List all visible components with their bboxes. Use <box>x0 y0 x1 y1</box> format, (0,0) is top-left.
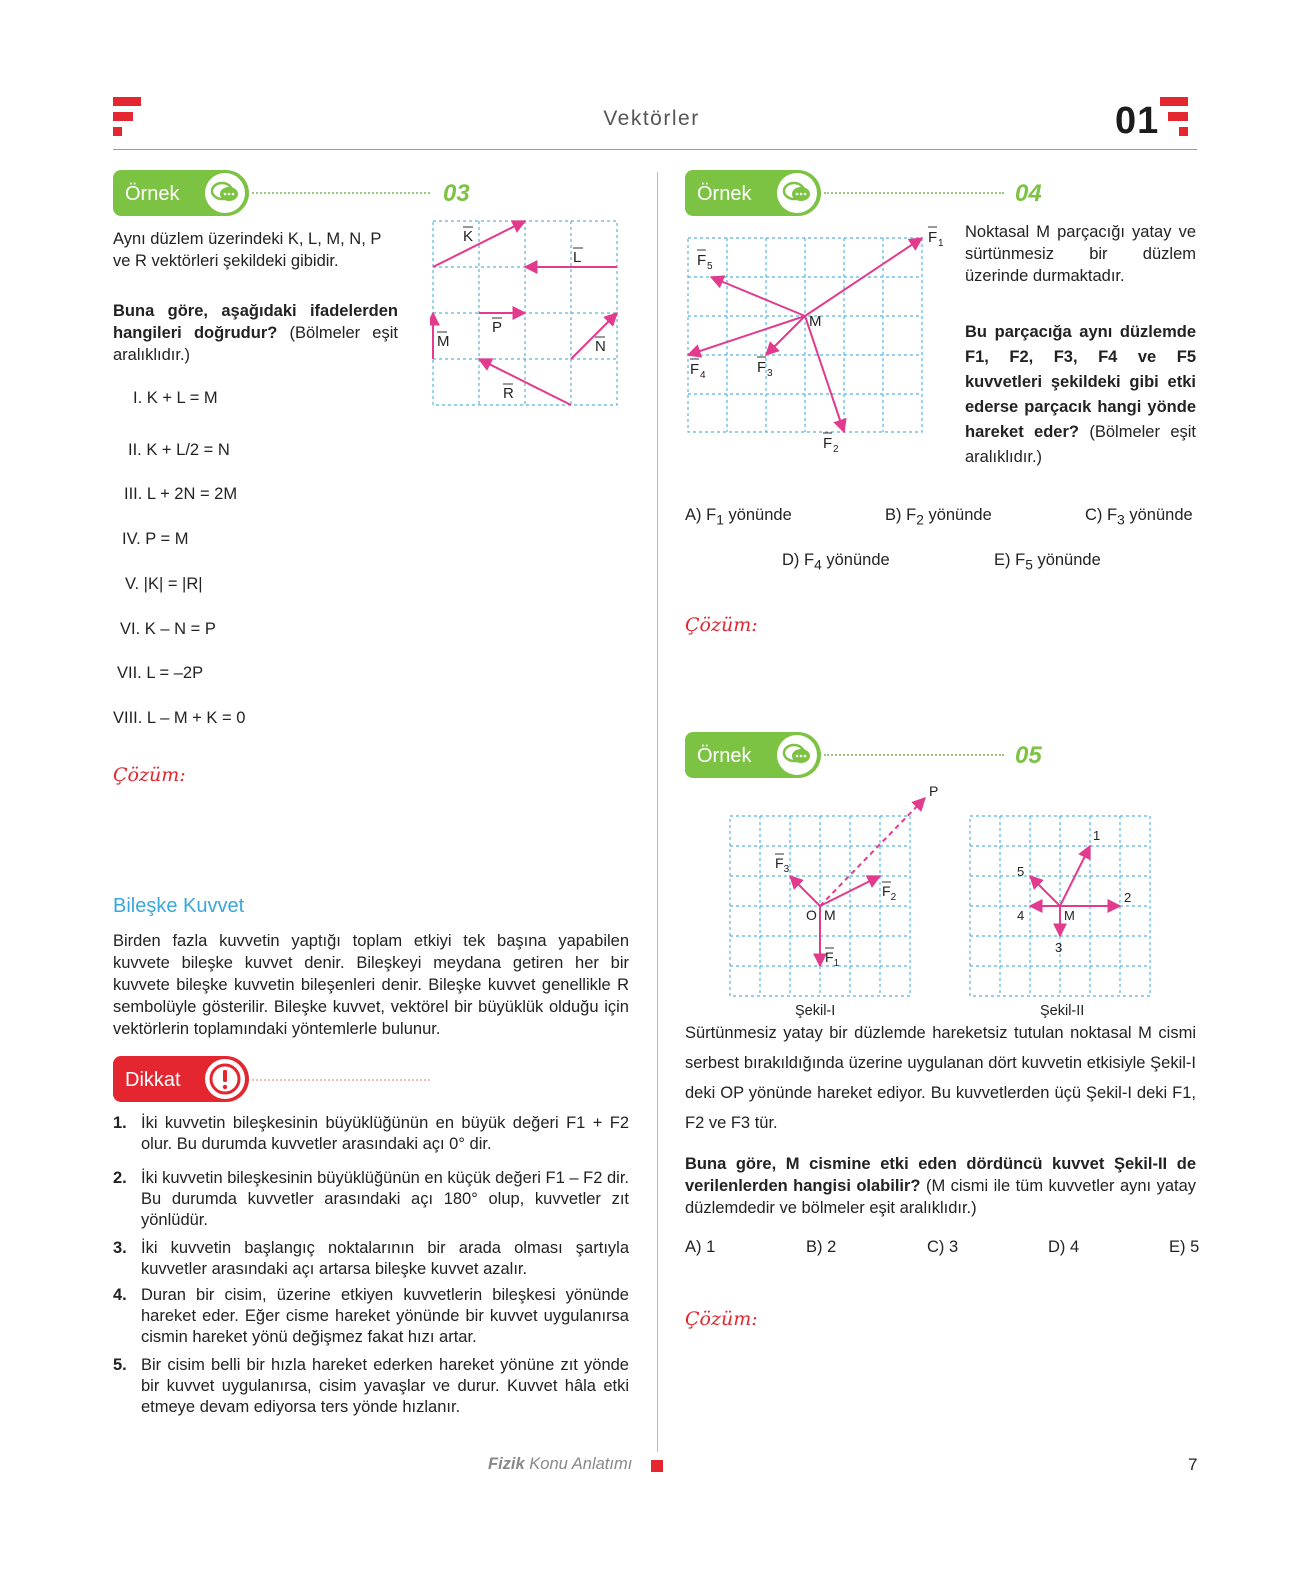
vector-n <box>571 313 617 359</box>
label-o: O <box>806 907 817 923</box>
footer-square <box>651 1460 663 1472</box>
dikkat-tag-label: Dikkat <box>125 1069 181 1091</box>
label-1: 1 <box>1093 828 1101 843</box>
solution-label: Çözüm: <box>685 614 758 636</box>
dikkat-dotted-line <box>252 1079 430 1081</box>
ex05-question-bold: Buna göre, M cismine etki eden dördüncü kuvvet Şekil-II de verilenlerden hangisi olabilir? <box>685 1155 1196 1195</box>
label-m: M <box>1064 908 1075 923</box>
example-tag-label: Örnek <box>697 745 752 767</box>
label-f2-sub: 2 <box>890 892 897 903</box>
statement-5: V. |K| = |R| <box>125 575 203 593</box>
brand-logo-right <box>1160 97 1188 137</box>
footer-book-rest: Konu Anlatımı <box>529 1455 633 1473</box>
label-f4-sub: 4 <box>700 370 706 381</box>
label-f4: F <box>690 361 700 378</box>
example-tag-label: Örnek <box>697 183 752 205</box>
label-f3-sub: 3 <box>767 368 773 379</box>
ex03-question <box>113 300 398 366</box>
label-f1: F <box>928 229 938 246</box>
label-p: P <box>492 319 503 336</box>
ex05-option-a[interactable]: A) 1 <box>685 1238 716 1256</box>
ex03-intro-text: Aynı düzlem üzerindeki K, L, M, N, P ve R vektörleri şekildeki gibidir. <box>113 230 382 270</box>
ex04-question-bold: Bu parçacığa aynı düzlemde F1, F2, F3, F4 ve F5 kuvvetleri şekildeki gibi etki ederse parçacık hangi yönde hareket eder? <box>965 323 1196 441</box>
ex05-option-c[interactable]: C) 3 <box>927 1238 959 1256</box>
ex04-question-note: (Bölmeler eşit aralıklıdır.) <box>965 423 1196 466</box>
vector-arrow-marks <box>775 854 891 948</box>
label-f5-sub: 5 <box>707 261 713 272</box>
force-f2 <box>805 316 844 432</box>
statement-2: II. K + L/2 = N <box>128 441 230 459</box>
dikkat-tag <box>113 1056 249 1102</box>
solution-label: Çözüm: <box>685 1308 758 1330</box>
ex04-option-a[interactable]: A) $F_1$ yönünde <box>685 506 792 528</box>
fig1-caption: Şekil-I <box>795 1003 836 1019</box>
statement-1: I. K + L = M <box>133 389 218 407</box>
force-f5 <box>711 277 805 316</box>
ex04-question <box>965 320 1196 470</box>
ex05-question <box>685 1153 1196 1219</box>
ex04-grid <box>688 238 922 432</box>
ex05-question-note: (M cismi ile tüm kuvvetler aynı yatay düzlemdedir ve bölmeler eşit aralıklıdır.) <box>685 1177 1197 1217</box>
ex04-intro: Noktasal M parçacığı yatay ve sürtünmesiz bir düzlem üzerinde durmaktadır. <box>965 223 1196 285</box>
statement-4: IV. P = M <box>122 530 189 548</box>
label-f1: $F_1$ <box>825 949 840 969</box>
ex05-body: Sürtünmesiz yatay bir düzlemde hareketsiz tutulan noktasal M cismi serbest bırakıldığında üzerine uygulanan dört kuvvetin etkisiyle Şekil-I deki OP yönünde hareket ediyor. Bu kuvvetlerden üçü Şekil-I deki F1, F2 ve F3 tür. <box>685 1024 1196 1132</box>
page-number: 7 <box>1188 1455 1198 1474</box>
ex04-option-e[interactable]: E) $F_5$ yönünde <box>994 551 1101 573</box>
label-m: M <box>824 907 836 923</box>
label-p: P <box>929 783 939 799</box>
label-2: 2 <box>1124 890 1132 905</box>
ex05-option-d[interactable]: D) 4 <box>1048 1238 1080 1256</box>
label-m: M <box>437 333 450 350</box>
ex05-option-b[interactable]: B) 2 <box>806 1238 837 1256</box>
example-number: 05 <box>1015 742 1042 769</box>
footer-book-title <box>488 1455 632 1474</box>
ex04-option-c[interactable]: C) $F_3$ yönünde <box>1085 506 1193 528</box>
label-f3-sub: 3 <box>783 864 790 875</box>
statement-7: VII. L = –2P <box>117 664 204 682</box>
speech-bubble-icon <box>777 173 817 213</box>
example-tag-04 <box>685 170 821 216</box>
example-dotted-line <box>824 754 1004 756</box>
chapter-number: 01 <box>1115 100 1160 142</box>
solution-label: Çözüm: <box>113 764 186 786</box>
ex04-force-figure <box>685 222 945 472</box>
force-f4 <box>688 316 805 355</box>
ex05-figure-2 <box>967 812 1167 998</box>
statement-8: VIII. L – M + K = 0 <box>113 709 246 727</box>
column-divider <box>657 172 658 1452</box>
speech-bubble-icon <box>777 735 817 775</box>
ex05-figure-1 <box>725 782 955 1002</box>
label-4: 4 <box>1017 908 1025 923</box>
label-f1-sub: 1 <box>833 958 840 969</box>
label-f2: F <box>823 435 833 452</box>
example-tag-03 <box>113 170 249 216</box>
dikkat-list: 1. İki kuvvetin bileşkesinin büyüklüğünün en büyük değeri F1 + F2 olur. Bu durumda kuvvetler arasındaki açı 0° dir. 2. İki kuvvetin bileşkesinin büyüklüğünün en küçük değeri F1 – F2 dir. Bu durumda kuvvetler arasındaki açı 180° olup, kuvvetler zıt yönlüdür. 3. İki kuvvetin başlangıç noktalarının bir arada olması şartıyla kuvvetler arasındaki açı artarsa bileşke kuvvet azalır. 4. Duran bir cisim, üzerine etkiyen kuvvetlerin bileşkesi yönünde hareket eder. Eğer cisme hareket yönünde bir kuvvet uygulanırsa cismin hareket yönü değişmez fakat hızı artar. 5. Bir cisim belli bir hızla hareket ederken hareket yönüne zıt yönde bir kuvvet uygulanırsa, cisim yavaşlar ve durur. Kuvvet hâla etki etmeye devam ediyorsa ters yönde hızlanır. <box>113 1114 629 1416</box>
force-option-5 <box>1030 876 1060 906</box>
statement-3: III. L + 2N = 2M <box>124 485 238 503</box>
label-5: 5 <box>1017 864 1025 879</box>
ex03-vector-figure <box>430 218 630 414</box>
label-3: 3 <box>1055 940 1063 955</box>
example-tag-05 <box>685 732 821 778</box>
ex03-intro <box>113 228 398 272</box>
fig2-caption: Şekil-II <box>1040 1003 1085 1019</box>
label-n: N <box>595 338 606 355</box>
speech-bubble-icon <box>205 173 245 213</box>
footer-book-bold: Fizik <box>488 1455 525 1473</box>
ex04-option-b[interactable]: B) $F_2$ yönünde <box>885 506 992 528</box>
label-f1-sub: 1 <box>938 238 944 249</box>
label-f3: $F_3$ <box>775 855 790 875</box>
direction-op <box>820 798 925 906</box>
label-r: R <box>503 385 514 402</box>
section-body: Birden fazla kuvvetin yaptığı toplam etkiyi tek başına yapabilen kuvvete bileşke kuvvet denir. Bileşkeyi meydana getiren her bir kuvvete bileşke kuvvetin bileşenleri denir. Bileşke kuvvet genellikle R sembolüyle gösterilir. Bileşke kuvvet, vektörel bir büyüklük olduğu için vektörlerin toplamındaki yöntemlerle bulunur. <box>113 932 629 1038</box>
label-f5: F <box>697 252 707 269</box>
label-l: L <box>573 249 582 266</box>
point-m: M <box>809 313 822 330</box>
example-number: 03 <box>443 180 470 207</box>
page-title: Vektörler <box>603 107 700 130</box>
label-k: K <box>463 228 474 245</box>
example-tag-label: Örnek <box>125 183 180 205</box>
ex03-question-bold: Buna göre, aşağıdaki ifadelerden hangileri doğrudur? <box>113 302 398 342</box>
label-f3: F <box>757 359 767 376</box>
label-f2-sub: 2 <box>833 444 839 455</box>
label-f2: $F_2$ <box>882 883 897 903</box>
ex05-option-e[interactable]: E) 5 <box>1169 1238 1200 1256</box>
exclamation-icon <box>205 1059 245 1099</box>
statement-6: VI. K – N = P <box>120 620 216 638</box>
force-f3 <box>790 876 820 906</box>
section-title: Bileşke Kuvvet <box>113 895 245 917</box>
example-dotted-line <box>824 192 1004 194</box>
ex03-question-note: (Bölmeler eşit aralıklıdır.) <box>113 324 398 364</box>
example-number: 04 <box>1015 180 1042 207</box>
example-dotted-line <box>252 192 430 194</box>
ex04-option-d[interactable]: D) $F_4$ yönünde <box>782 551 890 573</box>
header-divider <box>113 149 1197 150</box>
